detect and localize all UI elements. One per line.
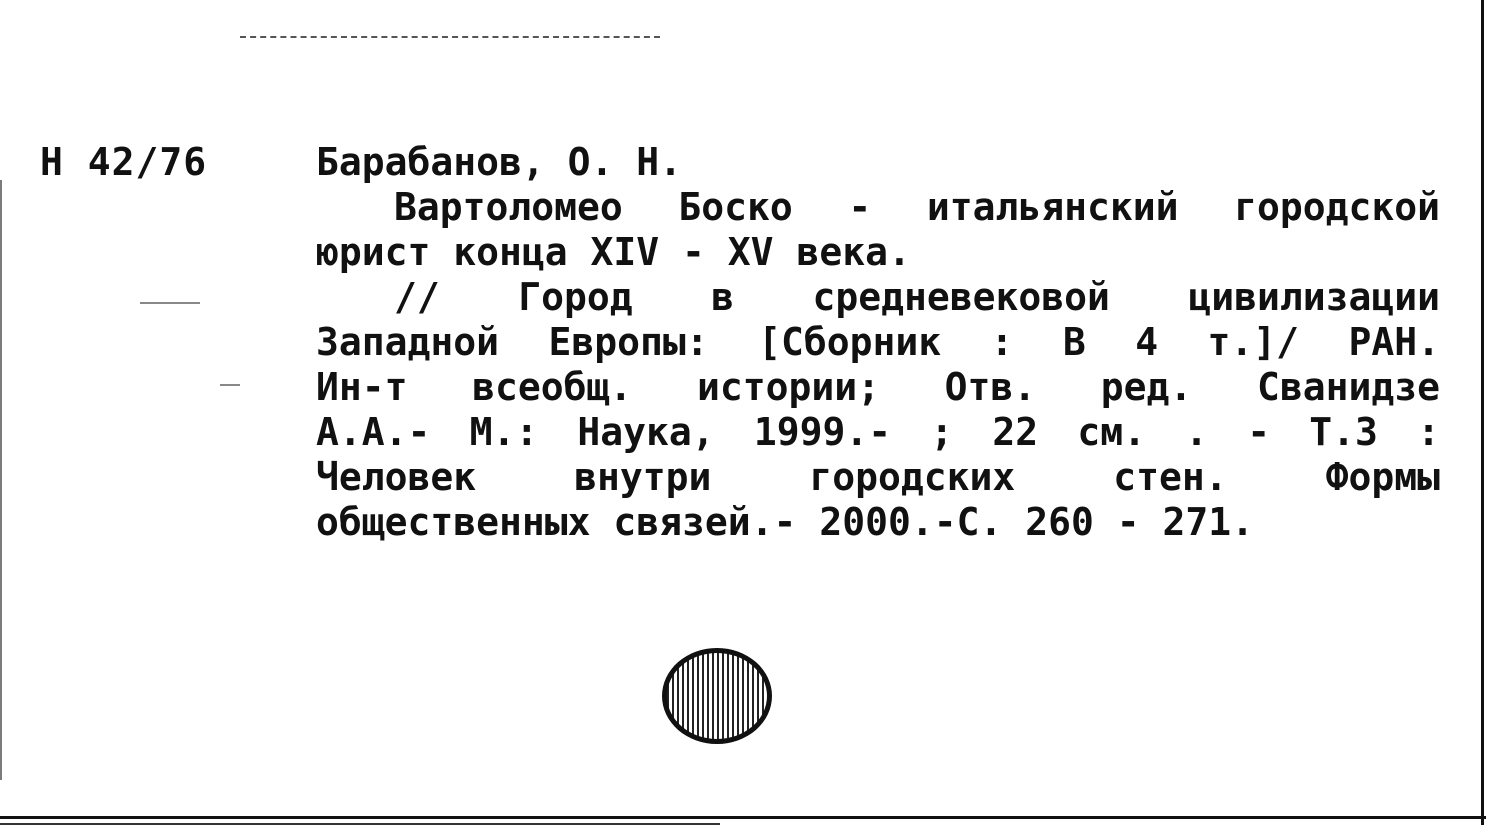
- card-left-edge: [0, 180, 2, 780]
- card-right-border: [1481, 0, 1484, 825]
- scan-speck: [140, 302, 200, 304]
- source-line-3: Ин-т всеобщ. истории; Отв. ред. Сванидзе: [316, 365, 1440, 409]
- source-line-2: Западной Европы: [Сборник : В 4 т.]/ РАН.: [316, 320, 1440, 364]
- punch-hole: [662, 648, 772, 744]
- source-line-5: Человек внутри городских стен. Формы: [316, 455, 1440, 499]
- top-rule: [240, 36, 660, 38]
- title-line-1: Вартоломео Боско - итальянский городской: [394, 185, 1440, 229]
- call-number: Н 42/76: [40, 140, 208, 184]
- author: Барабанов, О. Н.: [316, 140, 683, 184]
- title-line-2: юрист конца XIV - XV века.: [316, 230, 911, 274]
- card-bottom-border: [0, 816, 1486, 819]
- source-line-4: А.А.- М.: Наука, 1999.- ; 22 см. . - Т.3 :: [316, 410, 1440, 454]
- bibliographic-entry: [316, 140, 1440, 545]
- source-line-6: общественных связей.- 2000.-С. 260 - 271.: [316, 500, 1254, 544]
- source-line-1: // Город в средневековой цивилизации: [394, 275, 1440, 319]
- scan-speck: [220, 384, 240, 386]
